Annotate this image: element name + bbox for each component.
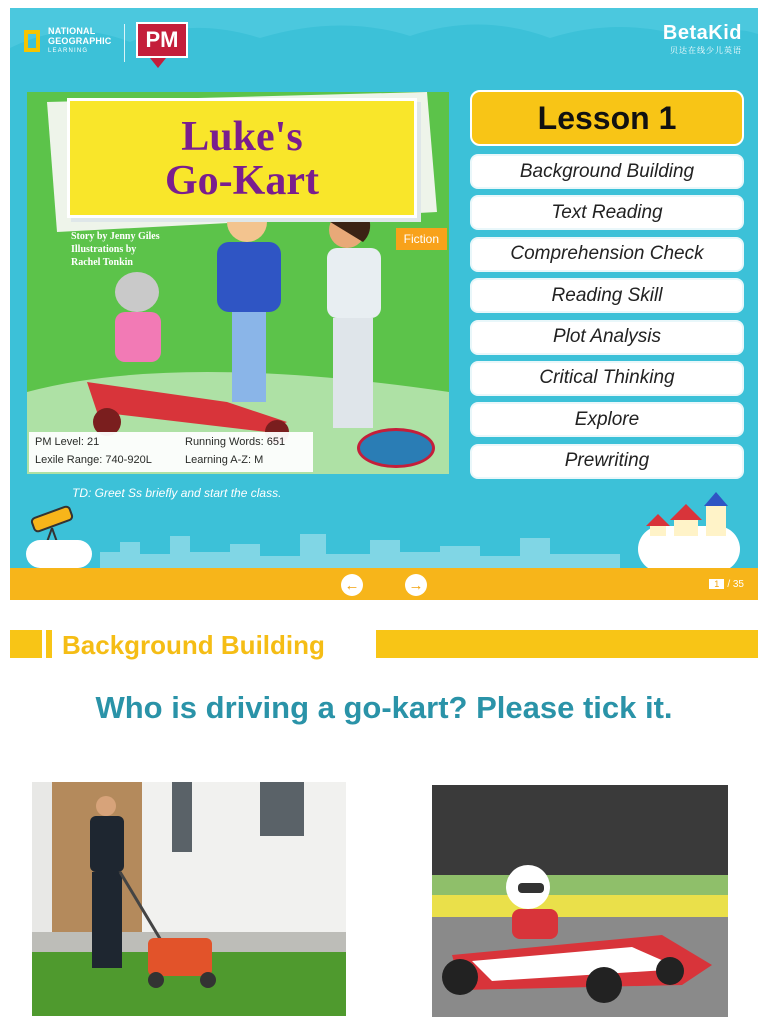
photo-go-kart[interactable]: [432, 785, 728, 1017]
credit-line2: Illustrations by: [71, 244, 137, 255]
photo-lawn-mower[interactable]: [32, 782, 346, 1016]
betakid-logo: [663, 22, 742, 56]
publisher-line3: LEARNING: [48, 48, 89, 54]
menu-item-background-building[interactable]: Background Building: [470, 154, 744, 189]
menu-item-reading-skill[interactable]: Reading Skill: [470, 278, 744, 313]
girl-illustration: [327, 209, 381, 428]
brand-subtitle: 贝达在线少儿英语: [670, 46, 742, 55]
book-metadata: [29, 432, 313, 472]
header-accent-bar: [376, 630, 758, 658]
running-words: Running Words: 651: [185, 436, 286, 448]
menu-item-comprehension-check[interactable]: Comprehension Check: [470, 237, 744, 272]
pm-library-badge-icon: [357, 428, 435, 468]
credit-line1: Story by Jenny Giles: [71, 231, 160, 242]
brand-name: BetaKid: [662, 22, 742, 44]
question-text: Who is driving a go-kart? Please tick it.: [95, 690, 673, 725]
current-page: 1: [709, 579, 724, 589]
credit-line3: Rachel Tonkin: [71, 257, 133, 268]
logo-divider: [124, 24, 125, 62]
cover-title-box: [67, 98, 417, 218]
total-pages: / 35: [727, 579, 744, 590]
menu-item-prewriting[interactable]: Prewriting: [470, 444, 744, 479]
publisher-line1: NATIONAL: [48, 26, 96, 36]
pm-logo-tail: [150, 58, 166, 68]
book-cover: [27, 92, 449, 474]
section-heading: Background Building: [62, 630, 325, 660]
header-accent-block: [10, 630, 42, 658]
cover-credits: [71, 230, 160, 269]
lesson-menu: [470, 154, 744, 485]
arrow-right-icon[interactable]: →: [405, 574, 427, 596]
menu-item-text-reading[interactable]: Text Reading: [470, 195, 744, 230]
lesson-slide: [10, 8, 758, 600]
lexile-range: Lexile Range: 740-920L: [35, 453, 152, 466]
pm-logo: PM: [136, 22, 188, 58]
menu-item-plot-analysis[interactable]: Plot Analysis: [470, 320, 744, 355]
national-geographic-logo: [24, 26, 112, 56]
arrow-left-icon[interactable]: ←: [341, 574, 363, 596]
cloud-left-decoration: [26, 540, 92, 568]
navigation-bar: [10, 568, 758, 600]
genre-tag: Fiction: [396, 228, 447, 250]
section-header: [10, 630, 758, 658]
header-accent-stripe: [46, 630, 52, 658]
city-skyline-decoration: [100, 528, 620, 568]
menu-item-critical-thinking[interactable]: Critical Thinking: [470, 361, 744, 396]
pm-level: PM Level: 21: [35, 436, 100, 448]
cover-title-line2: Go-Kart: [165, 158, 319, 204]
teacher-note: TD: Greet Ss briefly and start the class.: [72, 486, 282, 500]
ng-yellow-frame-icon: [24, 30, 40, 52]
boy-illustration: [217, 195, 281, 402]
learning-az: Learning A-Z: M: [185, 453, 264, 466]
lesson-title: Lesson 1: [470, 90, 744, 146]
cloud-decoration: [10, 8, 758, 78]
publisher-line2: GEOGRAPHIC: [48, 36, 112, 46]
menu-item-explore[interactable]: Explore: [470, 402, 744, 437]
page-indicator: [709, 579, 744, 590]
cover-title-line1: Luke's: [181, 114, 303, 160]
houses-icon: [636, 486, 736, 536]
